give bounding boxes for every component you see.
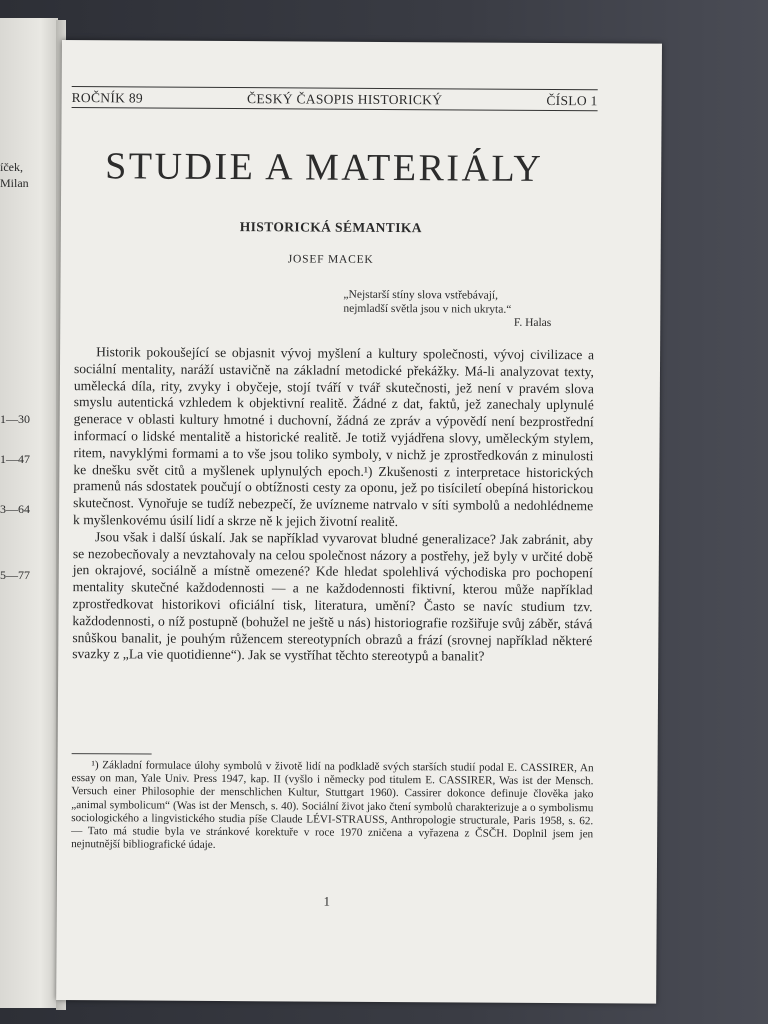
running-head — [72, 86, 598, 111]
motto-signature: F. Halas — [513, 316, 552, 329]
body-paragraph: Historik pokoušející se objasnit vývoj myšlení a kultury společnosti, vývoj civilizace a sociální mentality, naráží ustavičně na základní metodické překážky. Má-li analyzovat texty, umělecká díla, rity, zvyky i obyčeje, stojí tváří v tvář skutečnosti, jež není v pravém slova smyslu autentická vzhledem k objektivní realitě. Žádné z dat, faktů, jež zanechaly uplynulé generace v oblasti kultury hmotné i duchovní, žádná ze zpráv a výpovědí není bezprostřední informací o lidské mentalitě a historické realitě. Je totiž vyjádřena slovy, uměleckým stylem, ritem, navyklými formami a to vše jsou toliko symboly, v nichž je zprostředkován z minulosti ke dnešku svět citů a myšlenek uplynulých epoch.¹) Zkušenosti z interpretace historických pramenů nás sdostatek poučují o obtížnosti cesty za oponu, jež po tisíciletí obepíná historickou skutečnost. Vynořuje se tudíž nebezpečí, že uvízneme natrvalo v síti symbolů a nedohlédneme k myšlenkovému úsilí lidí a skrze ně k jejich životní realitě. — [73, 344, 595, 530]
left-page-fragment: 3—64 — [0, 502, 30, 516]
article-body — [72, 344, 594, 666]
section-title: STUDIE A MATERIÁLY — [105, 145, 544, 190]
page-number: 1 — [323, 893, 331, 909]
facing-page-edge — [0, 18, 58, 1008]
body-paragraph: Jsou však i další úskalí. Jak se například vyvarovat bludné generalizace? Jak zabránit, aby se nezobecňovaly a nevztahovaly na celou společnost názory a postřehy, jež byly v určité době jen okrajové, sociálně a místně omezené? Kde hledat spolehlivá východiska pro pochopení mentality skutečné každodennosti — a ne každodennosti fiktivní, kterou může například zprostředkovat historikovi oficiální tisk, literatura, umění? Často se navíc studium tzv. každodennosti, o níž postupně (bohužel ne ještě u nás) historiografie rozšiřuje svůj záběr, stává snůškou banalit, je pouhým růžencem stereotypních obrazů a frází (srovnej například některé svazky z „La vie quotidienne“). Jak se vystříhat těchto stereotypů a banalit? — [72, 528, 594, 664]
volume-label: ROČNÍK 89 — [71, 90, 144, 106]
left-page-fragment: íček, — [0, 160, 23, 174]
article-title: HISTORICKÁ SÉMANTIKA — [239, 219, 422, 236]
journal-page — [56, 40, 662, 1004]
motto-line: „Nejstarší stíny slova vstřebávají, — [343, 288, 499, 302]
left-page-fragment: Milan — [0, 176, 29, 190]
left-page-fragment: 1—47 — [0, 452, 30, 466]
left-page-fragment: 5—77 — [0, 568, 30, 582]
motto-line: nejmladší světla jsou v nich ukryta.“ — [343, 302, 512, 316]
journal-name: ČESKÝ ČASOPIS HISTORICKÝ — [247, 91, 443, 108]
issue-label: ČÍSLO 1 — [546, 92, 598, 109]
footnote-rule — [72, 753, 152, 754]
motto-quote — [343, 289, 573, 331]
footnote: ¹) Základní formulace úlohy symbolů v životě lidí na podkladě svých starších studií podal E. CASSIRER, An essay on man, Yale Univ. Press 1947, kap. II (vyšlo i německy pod titulem E. CASSIRER, Was ist der Mensch. Versuch einer Philosophie der menschlichen Kultur, Stuttgart 1960). Cassirer dokonce definuje člověka jako „animal symbolicum“ (Was ist der Mensch, s. 40). Sociální život jako čtení symbolů charakterizuje a o symbolismu sociologického a lingvistického studia píše Claude LÉVI-STRAUSS, Anthropologie structurale, Paris 1958, s. 62. — Tato má studie byla ve stránkové korektuře v roce 1970 zničena a vyřazena z ČSČH. Doplnil jsem jen nejnutnější bibliografické údaje. — [71, 759, 594, 852]
left-page-fragment: 1—30 — [0, 412, 30, 426]
author-name: JOSEF MACEK — [287, 253, 374, 266]
